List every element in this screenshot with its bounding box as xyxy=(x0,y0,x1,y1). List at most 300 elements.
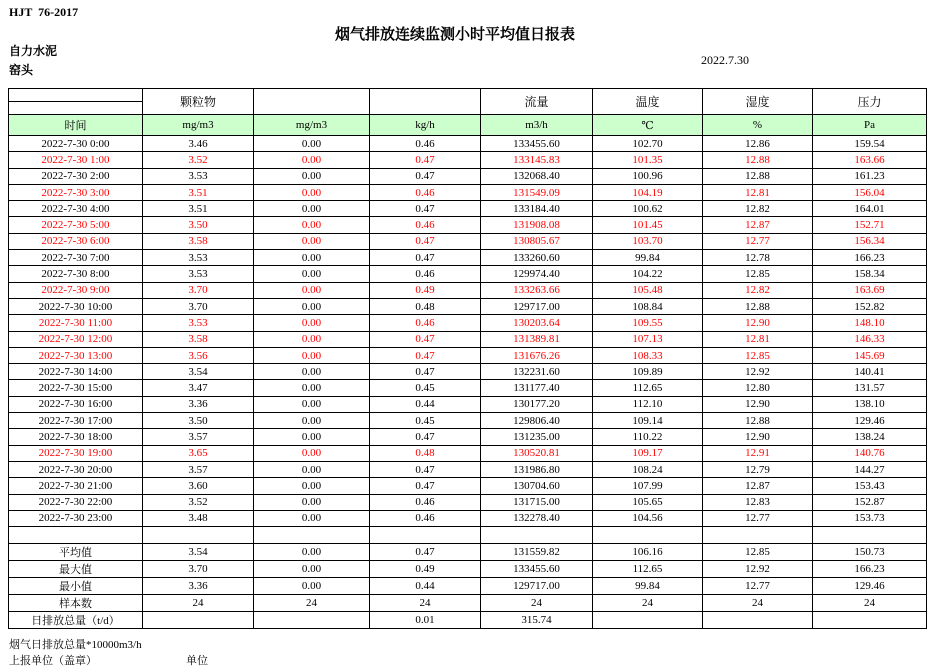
value-cell: 3.70 xyxy=(143,298,254,314)
summary-value: 0.49 xyxy=(370,561,481,578)
summary-value: 129717.00 xyxy=(481,578,593,595)
value-cell: 0.47 xyxy=(370,478,481,494)
time-cell: 2022-7-30 0:00 xyxy=(9,136,143,152)
summary-value: 3.36 xyxy=(143,578,254,595)
value-cell: 0.48 xyxy=(370,445,481,461)
value-cell: 3.47 xyxy=(143,380,254,396)
table-row xyxy=(9,298,927,314)
value-cell: 3.46 xyxy=(143,136,254,152)
value-cell: 112.65 xyxy=(593,380,703,396)
col-header-pm-mg: mg/m3 xyxy=(143,115,254,136)
value-cell: 3.53 xyxy=(143,250,254,266)
value-cell: 132278.40 xyxy=(481,510,593,526)
summary-value: 3.54 xyxy=(143,544,254,561)
value-cell: 129974.40 xyxy=(481,266,593,282)
value-cell: 152.71 xyxy=(813,217,927,233)
summary-value xyxy=(143,612,254,629)
value-cell: 3.65 xyxy=(143,445,254,461)
value-cell: 108.84 xyxy=(593,298,703,314)
value-cell: 0.00 xyxy=(254,510,370,526)
summary-label: 平均值 xyxy=(9,544,143,561)
value-cell: 0.00 xyxy=(254,201,370,217)
table-row xyxy=(9,168,927,184)
time-cell: 2022-7-30 13:00 xyxy=(9,347,143,363)
summary-value: 166.23 xyxy=(813,561,927,578)
value-cell: 3.70 xyxy=(143,282,254,298)
table-row xyxy=(9,282,927,298)
summary-value: 106.16 xyxy=(593,544,703,561)
value-cell: 100.96 xyxy=(593,168,703,184)
value-cell: 3.58 xyxy=(143,331,254,347)
value-cell: 12.87 xyxy=(703,478,813,494)
value-cell: 12.90 xyxy=(703,396,813,412)
value-cell: 12.82 xyxy=(703,282,813,298)
value-cell: 159.54 xyxy=(813,136,927,152)
value-cell: 131177.40 xyxy=(481,380,593,396)
value-cell: 108.24 xyxy=(593,461,703,477)
value-cell: 163.69 xyxy=(813,282,927,298)
value-cell: 109.14 xyxy=(593,413,703,429)
value-cell: 0.47 xyxy=(370,168,481,184)
value-cell: 3.36 xyxy=(143,396,254,412)
value-cell: 0.00 xyxy=(254,233,370,249)
time-cell: 2022-7-30 21:00 xyxy=(9,478,143,494)
value-cell: 12.77 xyxy=(703,233,813,249)
value-cell: 131676.26 xyxy=(481,347,593,363)
col-group-humidity: 湿度 xyxy=(703,89,813,115)
time-cell: 2022-7-30 6:00 xyxy=(9,233,143,249)
summary-value: 12.85 xyxy=(703,544,813,561)
summary-value: 99.84 xyxy=(593,578,703,595)
value-cell: 0.46 xyxy=(370,494,481,510)
value-cell: 3.53 xyxy=(143,315,254,331)
value-cell: 100.62 xyxy=(593,201,703,217)
time-cell: 2022-7-30 15:00 xyxy=(9,380,143,396)
summary-value: 24 xyxy=(370,595,481,612)
blank-cell xyxy=(143,527,254,544)
table-row xyxy=(9,136,927,152)
value-cell: 3.58 xyxy=(143,233,254,249)
value-cell: 129806.40 xyxy=(481,413,593,429)
col-header-time: 时间 xyxy=(9,115,143,136)
value-cell: 0.00 xyxy=(254,184,370,200)
table-row xyxy=(9,510,927,526)
value-cell: 145.69 xyxy=(813,347,927,363)
summary-value: 0.00 xyxy=(254,578,370,595)
value-cell: 109.55 xyxy=(593,315,703,331)
value-cell: 12.87 xyxy=(703,217,813,233)
value-cell: 3.48 xyxy=(143,510,254,526)
value-cell: 12.79 xyxy=(703,461,813,477)
value-cell: 0.00 xyxy=(254,478,370,494)
value-cell: 0.00 xyxy=(254,445,370,461)
value-cell: 0.46 xyxy=(370,266,481,282)
time-cell: 2022-7-30 2:00 xyxy=(9,168,143,184)
summary-value xyxy=(593,612,703,629)
value-cell: 104.56 xyxy=(593,510,703,526)
value-cell: 130203.64 xyxy=(481,315,593,331)
time-cell: 2022-7-30 10:00 xyxy=(9,298,143,314)
summary-value: 24 xyxy=(703,595,813,612)
col-header-kgh: kg/h xyxy=(370,115,481,136)
value-cell: 108.33 xyxy=(593,347,703,363)
value-cell: 104.19 xyxy=(593,184,703,200)
value-cell: 102.70 xyxy=(593,136,703,152)
group-header-row xyxy=(9,89,927,102)
table-row xyxy=(9,429,927,445)
time-cell: 2022-7-30 16:00 xyxy=(9,396,143,412)
summary-row xyxy=(9,612,927,629)
time-cell: 2022-7-30 23:00 xyxy=(9,510,143,526)
table-row xyxy=(9,266,927,282)
summary-value: 24 xyxy=(593,595,703,612)
time-cell: 2022-7-30 9:00 xyxy=(9,282,143,298)
value-cell: 0.00 xyxy=(254,282,370,298)
col-group-blank-2 xyxy=(370,89,481,115)
value-cell: 0.00 xyxy=(254,266,370,282)
value-cell: 12.81 xyxy=(703,331,813,347)
value-cell: 0.00 xyxy=(254,396,370,412)
value-cell: 158.34 xyxy=(813,266,927,282)
table-row xyxy=(9,494,927,510)
value-cell: 3.51 xyxy=(143,184,254,200)
time-cell: 2022-7-30 1:00 xyxy=(9,152,143,168)
blank-cell xyxy=(813,527,927,544)
value-cell: 105.65 xyxy=(593,494,703,510)
summary-value: 3.70 xyxy=(143,561,254,578)
table-row xyxy=(9,201,927,217)
value-cell: 153.73 xyxy=(813,510,927,526)
value-cell: 104.22 xyxy=(593,266,703,282)
value-cell: 163.66 xyxy=(813,152,927,168)
company-name: 自力水泥 xyxy=(9,44,58,58)
value-cell: 138.24 xyxy=(813,429,927,445)
value-cell: 130704.60 xyxy=(481,478,593,494)
value-cell: 12.88 xyxy=(703,298,813,314)
col-group-blank-1 xyxy=(254,89,370,115)
time-cell: 2022-7-30 4:00 xyxy=(9,201,143,217)
summary-value: 0.44 xyxy=(370,578,481,595)
value-cell: 164.01 xyxy=(813,201,927,217)
value-cell: 0.45 xyxy=(370,380,481,396)
value-cell: 131986.80 xyxy=(481,461,593,477)
value-cell: 0.47 xyxy=(370,364,481,380)
value-cell: 0.46 xyxy=(370,184,481,200)
table-row xyxy=(9,184,927,200)
value-cell: 130177.20 xyxy=(481,396,593,412)
value-cell: 109.17 xyxy=(593,445,703,461)
value-cell: 0.47 xyxy=(370,461,481,477)
value-cell: 0.46 xyxy=(370,315,481,331)
value-cell: 130805.67 xyxy=(481,233,593,249)
time-cell: 2022-7-30 12:00 xyxy=(9,331,143,347)
table-row xyxy=(9,478,927,494)
value-cell: 0.00 xyxy=(254,168,370,184)
value-cell: 3.53 xyxy=(143,168,254,184)
table-row xyxy=(9,445,927,461)
value-cell: 101.35 xyxy=(593,152,703,168)
blank-cell xyxy=(370,527,481,544)
summary-value xyxy=(813,612,927,629)
value-cell: 112.10 xyxy=(593,396,703,412)
summary-value: 0.00 xyxy=(254,544,370,561)
value-cell: 166.23 xyxy=(813,250,927,266)
report-title: 烟气排放连续监测小时平均值日报表 xyxy=(334,27,575,43)
summary-label: 最大值 xyxy=(9,561,143,578)
table-body xyxy=(9,136,927,629)
value-cell: 156.34 xyxy=(813,233,927,249)
table-row xyxy=(9,396,927,412)
corner-cell-bottom xyxy=(9,102,143,115)
value-cell: 0.48 xyxy=(370,298,481,314)
unit-label: 单位 xyxy=(186,655,208,667)
value-cell: 107.99 xyxy=(593,478,703,494)
value-cell: 103.70 xyxy=(593,233,703,249)
value-cell: 0.47 xyxy=(370,201,481,217)
value-cell: 131389.81 xyxy=(481,331,593,347)
value-cell: 133260.60 xyxy=(481,250,593,266)
summary-value: 12.77 xyxy=(703,578,813,595)
col-header-mg: mg/m3 xyxy=(254,115,370,136)
time-cell: 2022-7-30 19:00 xyxy=(9,445,143,461)
summary-row xyxy=(9,544,927,561)
col-group-temperature: 温度 xyxy=(593,89,703,115)
value-cell: 0.00 xyxy=(254,429,370,445)
summary-value: 0.01 xyxy=(370,612,481,629)
value-cell: 3.56 xyxy=(143,347,254,363)
summary-value: 0.47 xyxy=(370,544,481,561)
value-cell: 3.52 xyxy=(143,152,254,168)
value-cell: 0.46 xyxy=(370,510,481,526)
time-cell: 2022-7-30 7:00 xyxy=(9,250,143,266)
footnote: 烟气日排放总量*10000m3/h xyxy=(9,639,142,651)
summary-value: 112.65 xyxy=(593,561,703,578)
table-row xyxy=(9,315,927,331)
standard-code: HJT 76-2017 xyxy=(9,5,79,19)
value-cell: 0.49 xyxy=(370,282,481,298)
summary-row xyxy=(9,561,927,578)
value-cell: 3.57 xyxy=(143,429,254,445)
summary-value: 133455.60 xyxy=(481,561,593,578)
time-cell: 2022-7-30 14:00 xyxy=(9,364,143,380)
station-name: 窑头 xyxy=(9,63,34,77)
value-cell: 0.47 xyxy=(370,250,481,266)
value-cell: 110.22 xyxy=(593,429,703,445)
col-header-percent: % xyxy=(703,115,813,136)
value-cell: 12.85 xyxy=(703,266,813,282)
summary-value: 315.74 xyxy=(481,612,593,629)
value-cell: 12.90 xyxy=(703,429,813,445)
value-cell: 140.76 xyxy=(813,445,927,461)
value-cell: 0.00 xyxy=(254,136,370,152)
table-row xyxy=(9,331,927,347)
value-cell: 131908.08 xyxy=(481,217,593,233)
value-cell: 0.47 xyxy=(370,152,481,168)
value-cell: 0.00 xyxy=(254,347,370,363)
spacer-row xyxy=(9,527,927,544)
value-cell: 133184.40 xyxy=(481,201,593,217)
value-cell: 3.53 xyxy=(143,266,254,282)
value-cell: 12.88 xyxy=(703,413,813,429)
table-row xyxy=(9,347,927,363)
value-cell: 0.46 xyxy=(370,136,481,152)
value-cell: 152.87 xyxy=(813,494,927,510)
value-cell: 0.00 xyxy=(254,298,370,314)
value-cell: 12.86 xyxy=(703,136,813,152)
time-cell: 2022-7-30 17:00 xyxy=(9,413,143,429)
value-cell: 0.00 xyxy=(254,413,370,429)
corner-cell-top xyxy=(9,89,143,102)
summary-value: 12.92 xyxy=(703,561,813,578)
value-cell: 12.91 xyxy=(703,445,813,461)
time-cell: 2022-7-30 3:00 xyxy=(9,184,143,200)
value-cell: 130520.81 xyxy=(481,445,593,461)
value-cell: 12.78 xyxy=(703,250,813,266)
col-header-m3h: m3/h xyxy=(481,115,593,136)
col-group-particulate: 颗粒物 xyxy=(143,89,254,115)
summary-label: 日排放总量（t/d） xyxy=(9,612,143,629)
value-cell: 133263.66 xyxy=(481,282,593,298)
time-cell: 2022-7-30 5:00 xyxy=(9,217,143,233)
col-group-pressure: 压力 xyxy=(813,89,927,115)
time-cell: 2022-7-30 22:00 xyxy=(9,494,143,510)
value-cell: 99.84 xyxy=(593,250,703,266)
value-cell: 133145.83 xyxy=(481,152,593,168)
value-cell: 131715.00 xyxy=(481,494,593,510)
value-cell: 3.52 xyxy=(143,494,254,510)
report-date: 2022.7.30 xyxy=(701,53,749,67)
value-cell: 12.90 xyxy=(703,315,813,331)
col-header-celsius: ℃ xyxy=(593,115,703,136)
value-cell: 132068.40 xyxy=(481,168,593,184)
time-cell: 2022-7-30 11:00 xyxy=(9,315,143,331)
value-cell: 129.46 xyxy=(813,413,927,429)
table-row xyxy=(9,380,927,396)
value-cell: 0.00 xyxy=(254,380,370,396)
value-cell: 105.48 xyxy=(593,282,703,298)
value-cell: 12.85 xyxy=(703,347,813,363)
value-cell: 3.60 xyxy=(143,478,254,494)
summary-value xyxy=(703,612,813,629)
blank-cell xyxy=(481,527,593,544)
value-cell: 156.04 xyxy=(813,184,927,200)
value-cell: 138.10 xyxy=(813,396,927,412)
value-cell: 12.80 xyxy=(703,380,813,396)
units-header-row xyxy=(9,115,927,136)
value-cell: 0.00 xyxy=(254,250,370,266)
blank-cell xyxy=(254,527,370,544)
value-cell: 3.54 xyxy=(143,364,254,380)
value-cell: 12.88 xyxy=(703,168,813,184)
time-cell: 2022-7-30 18:00 xyxy=(9,429,143,445)
value-cell: 0.47 xyxy=(370,331,481,347)
value-cell: 107.13 xyxy=(593,331,703,347)
monitoring-table xyxy=(8,88,927,629)
table-row xyxy=(9,250,927,266)
value-cell: 153.43 xyxy=(813,478,927,494)
value-cell: 131235.00 xyxy=(481,429,593,445)
value-cell: 3.57 xyxy=(143,461,254,477)
value-cell: 12.83 xyxy=(703,494,813,510)
value-cell: 109.89 xyxy=(593,364,703,380)
summary-value: 150.73 xyxy=(813,544,927,561)
value-cell: 12.92 xyxy=(703,364,813,380)
value-cell: 3.50 xyxy=(143,413,254,429)
value-cell: 148.10 xyxy=(813,315,927,331)
blank-cell xyxy=(703,527,813,544)
value-cell: 146.33 xyxy=(813,331,927,347)
col-group-flow: 流量 xyxy=(481,89,593,115)
summary-value: 131559.82 xyxy=(481,544,593,561)
table-header xyxy=(9,89,927,136)
summary-row xyxy=(9,578,927,595)
table-row xyxy=(9,217,927,233)
summary-value: 129.46 xyxy=(813,578,927,595)
value-cell: 0.00 xyxy=(254,152,370,168)
summary-label: 最小值 xyxy=(9,578,143,595)
report-unit-label: 上报单位（盖章） xyxy=(9,655,97,667)
value-cell: 0.44 xyxy=(370,396,481,412)
value-cell: 0.00 xyxy=(254,315,370,331)
value-cell: 0.00 xyxy=(254,494,370,510)
value-cell: 12.81 xyxy=(703,184,813,200)
summary-row xyxy=(9,595,927,612)
summary-value: 24 xyxy=(481,595,593,612)
summary-value: 24 xyxy=(813,595,927,612)
value-cell: 0.47 xyxy=(370,347,481,363)
value-cell: 12.88 xyxy=(703,152,813,168)
summary-value: 24 xyxy=(143,595,254,612)
table-row xyxy=(9,461,927,477)
value-cell: 0.00 xyxy=(254,364,370,380)
value-cell: 0.00 xyxy=(254,217,370,233)
table-row xyxy=(9,233,927,249)
value-cell: 140.41 xyxy=(813,364,927,380)
value-cell: 129717.00 xyxy=(481,298,593,314)
value-cell: 0.00 xyxy=(254,331,370,347)
value-cell: 0.46 xyxy=(370,217,481,233)
summary-label: 样本数 xyxy=(9,595,143,612)
value-cell: 3.50 xyxy=(143,217,254,233)
summary-value xyxy=(254,612,370,629)
value-cell: 131.57 xyxy=(813,380,927,396)
time-cell: 2022-7-30 20:00 xyxy=(9,461,143,477)
time-cell: 2022-7-30 8:00 xyxy=(9,266,143,282)
value-cell: 132231.60 xyxy=(481,364,593,380)
value-cell: 144.27 xyxy=(813,461,927,477)
value-cell: 161.23 xyxy=(813,168,927,184)
value-cell: 101.45 xyxy=(593,217,703,233)
summary-value: 0.00 xyxy=(254,561,370,578)
table-row xyxy=(9,364,927,380)
col-header-pa: Pa xyxy=(813,115,927,136)
table-row xyxy=(9,413,927,429)
value-cell: 0.47 xyxy=(370,429,481,445)
value-cell: 3.51 xyxy=(143,201,254,217)
value-cell: 0.00 xyxy=(254,461,370,477)
value-cell: 0.47 xyxy=(370,233,481,249)
value-cell: 12.77 xyxy=(703,510,813,526)
value-cell: 133455.60 xyxy=(481,136,593,152)
blank-cell xyxy=(9,527,143,544)
value-cell: 0.45 xyxy=(370,413,481,429)
blank-cell xyxy=(593,527,703,544)
summary-value: 24 xyxy=(254,595,370,612)
value-cell: 152.82 xyxy=(813,298,927,314)
table-row xyxy=(9,152,927,168)
value-cell: 12.82 xyxy=(703,201,813,217)
value-cell: 131549.09 xyxy=(481,184,593,200)
